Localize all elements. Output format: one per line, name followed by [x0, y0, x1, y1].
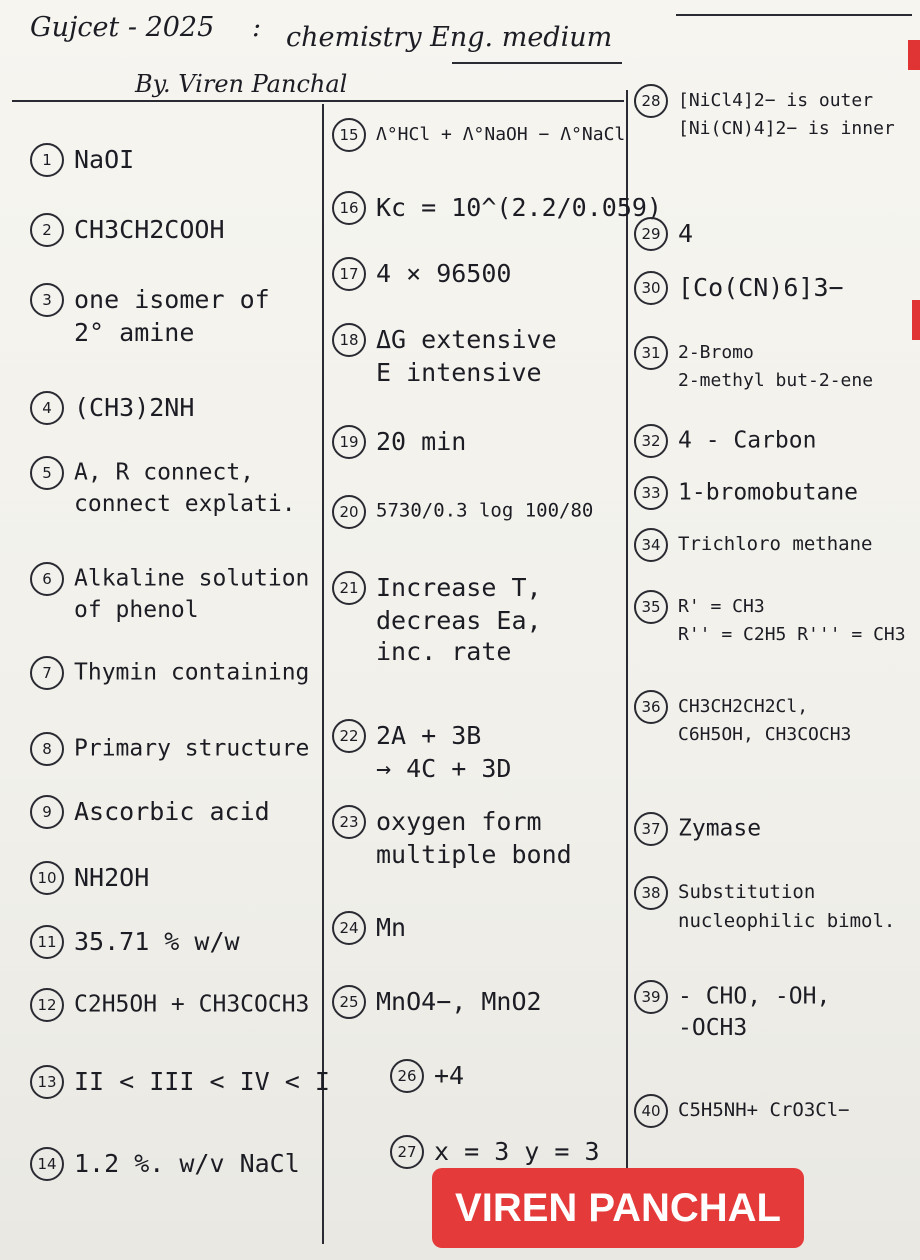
answer-text: [NiCl4]2− is outer — [678, 89, 874, 111]
answer-item — [390, 1058, 464, 1093]
question-number: 24 — [332, 911, 366, 945]
answer-text: Λ°HCl + Λ°NaOH − Λ°NaCl — [376, 123, 626, 145]
answer-item — [30, 390, 194, 425]
answer-text: [Co(CN)6]3− — [678, 272, 844, 302]
answer-text: 2A + 3B — [376, 720, 482, 750]
top-rule-line — [676, 14, 912, 16]
answer-item — [332, 804, 572, 870]
answer-text: MnO4−, MnO2 — [376, 986, 542, 1016]
question-number: 33 — [634, 476, 668, 510]
answer-item — [30, 656, 309, 690]
question-number: 19 — [332, 425, 366, 459]
question-number: 40 — [634, 1094, 668, 1128]
question-number: 39 — [634, 980, 668, 1014]
answer-text: 2° amine — [74, 317, 195, 347]
answer-item — [30, 562, 309, 625]
question-number: 12 — [30, 988, 64, 1022]
question-number: 35 — [634, 590, 668, 624]
question-number: 26 — [390, 1059, 424, 1093]
answer-item — [30, 1064, 330, 1099]
answer-item — [30, 282, 270, 348]
question-number: 14 — [30, 1147, 64, 1181]
answer-text: CH3CH2CH2Cl, — [678, 695, 809, 717]
answer-text: Mn — [376, 912, 407, 942]
answer-item — [332, 910, 406, 945]
answer-item — [30, 794, 270, 829]
answer-item — [634, 812, 761, 846]
header-divider-line — [12, 100, 624, 102]
question-number: 11 — [30, 925, 64, 959]
author-watermark: VIREN PANCHAL — [432, 1168, 804, 1248]
question-number: 38 — [634, 876, 668, 910]
answer-text: R' = CH3 — [678, 595, 765, 617]
answer-item — [634, 84, 895, 141]
question-number: 5 — [30, 456, 64, 490]
answer-text: NH2OH — [74, 862, 150, 892]
header-colon: : — [252, 12, 262, 43]
answer-text: x = 3 y = 3 — [434, 1136, 600, 1166]
answer-item — [332, 322, 557, 388]
answer-text: one isomer of — [74, 284, 270, 314]
answer-item — [634, 980, 830, 1043]
subject-title: chemistry Eng. medium — [286, 22, 613, 53]
answer-text: ΔG extensive — [376, 324, 557, 354]
answer-text: (CH3)2NH — [74, 392, 195, 422]
answer-text: Kc = 10^(2.2/0.059) — [376, 192, 662, 222]
answer-text: → 4C + 3D — [376, 753, 512, 783]
answer-text: CH3CH2COOH — [74, 214, 225, 244]
answer-text: 2-Bromo — [678, 341, 754, 363]
answer-text: 5730/0.3 log 100/80 — [376, 499, 594, 522]
answer-text: nucleophilic bimol. — [678, 910, 896, 932]
answer-text: 2-methyl but-2-ene — [678, 370, 874, 391]
question-number: 37 — [634, 812, 668, 846]
answer-text: of phenol — [74, 597, 199, 623]
answer-text: decreas Ea, — [376, 605, 542, 635]
answer-item — [332, 190, 662, 225]
question-number: 18 — [332, 323, 366, 357]
answer-text: 4 × 96500 — [376, 258, 512, 288]
answer-text: R'' = C2H5 R''' = CH3 — [678, 624, 906, 645]
answer-item — [332, 118, 625, 152]
answer-item — [634, 876, 895, 934]
answer-item — [332, 494, 593, 529]
answer-item — [634, 528, 872, 562]
question-number: 13 — [30, 1065, 64, 1099]
question-number: 30 — [634, 271, 668, 305]
answer-item — [30, 924, 240, 959]
exam-title: Gujcet - 2025 — [30, 12, 215, 43]
answer-text: 35.71 % w/w — [74, 926, 240, 956]
answer-text: E intensive — [376, 357, 542, 387]
author-line: By. Viren Panchal — [135, 70, 348, 98]
question-number: 16 — [332, 191, 366, 225]
answer-item — [30, 988, 309, 1022]
answer-text: NaOI — [74, 144, 135, 174]
answer-text: 1-bromobutane — [678, 479, 859, 506]
question-number: 6 — [30, 562, 64, 596]
answer-item — [634, 424, 816, 458]
answer-text: Substitution — [678, 881, 816, 904]
answer-item — [634, 216, 693, 251]
answer-item — [332, 256, 511, 291]
column-divider-2 — [626, 90, 628, 1170]
question-number: 8 — [30, 732, 64, 766]
answer-item — [332, 570, 542, 667]
answer-text: inc. rate — [376, 636, 512, 666]
question-number: 1 — [30, 143, 64, 177]
answer-item — [30, 212, 225, 247]
red-edge-mark — [912, 300, 920, 340]
answer-text: Zymase — [678, 815, 762, 842]
question-number: 34 — [634, 528, 668, 562]
answer-text: +4 — [434, 1060, 465, 1090]
question-number: 3 — [30, 283, 64, 317]
question-number: 29 — [634, 217, 668, 251]
question-number: 28 — [634, 84, 668, 118]
question-number: 2 — [30, 213, 64, 247]
answer-item — [332, 984, 542, 1019]
answer-text: 4 — [678, 218, 694, 248]
answer-text: 20 min — [376, 426, 467, 456]
question-number: 4 — [30, 391, 64, 425]
question-number: 25 — [332, 985, 366, 1019]
answer-text: Thymin containing — [74, 659, 310, 686]
question-number: 17 — [332, 257, 366, 291]
answer-item — [634, 690, 851, 747]
question-number: 32 — [634, 424, 668, 458]
question-number: 23 — [332, 805, 366, 839]
answer-text: Ascorbic acid — [74, 796, 270, 826]
answer-text: C5H5NH+ CrO3Cl− — [678, 1099, 850, 1122]
answer-item — [30, 860, 149, 895]
answer-text: -OCH3 — [678, 1015, 748, 1041]
answer-item — [390, 1134, 600, 1169]
answer-text: C2H5OH + CH3COCH3 — [74, 991, 310, 1018]
answer-item — [634, 476, 858, 510]
answer-text: C6H5OH, CH3COCH3 — [678, 724, 852, 745]
question-number: 20 — [332, 495, 366, 529]
answer-text: Trichloro methane — [678, 533, 873, 556]
answer-text: connect explati. — [74, 491, 296, 517]
answer-text: - CHO, -OH, — [678, 983, 831, 1010]
question-number: 22 — [332, 719, 366, 753]
answer-text: A, R connect, — [74, 459, 255, 486]
question-number: 10 — [30, 861, 64, 895]
subject-underline — [452, 62, 622, 64]
answer-text: Primary structure — [74, 735, 310, 762]
red-edge-mark — [908, 40, 920, 70]
answer-item — [634, 1094, 850, 1128]
answer-text: Increase T, — [376, 572, 542, 602]
answer-item — [332, 424, 466, 459]
answer-text: Alkaline solution — [74, 565, 310, 592]
answer-text: multiple bond — [376, 839, 572, 869]
question-number: 31 — [634, 336, 668, 370]
answer-text: II < III < IV < I — [74, 1066, 330, 1096]
answer-item — [634, 336, 873, 393]
question-number: 36 — [634, 690, 668, 724]
answer-item — [332, 718, 511, 784]
answer-text: 4 - Carbon — [678, 427, 817, 454]
answer-item — [30, 456, 296, 519]
question-number: 27 — [390, 1135, 424, 1169]
question-number: 7 — [30, 656, 64, 690]
answer-item — [30, 732, 309, 766]
question-number: 21 — [332, 571, 366, 605]
answer-text: [Ni(CN)4]2− is inner — [678, 118, 895, 139]
question-number: 15 — [332, 118, 366, 152]
answer-item — [634, 270, 844, 305]
answer-text: oxygen form — [376, 806, 542, 836]
question-number: 9 — [30, 795, 64, 829]
answer-item — [634, 590, 906, 647]
answer-item — [30, 1146, 300, 1181]
answer-text: 1.2 %. w/v NaCl — [74, 1148, 300, 1178]
answer-item — [30, 142, 134, 177]
